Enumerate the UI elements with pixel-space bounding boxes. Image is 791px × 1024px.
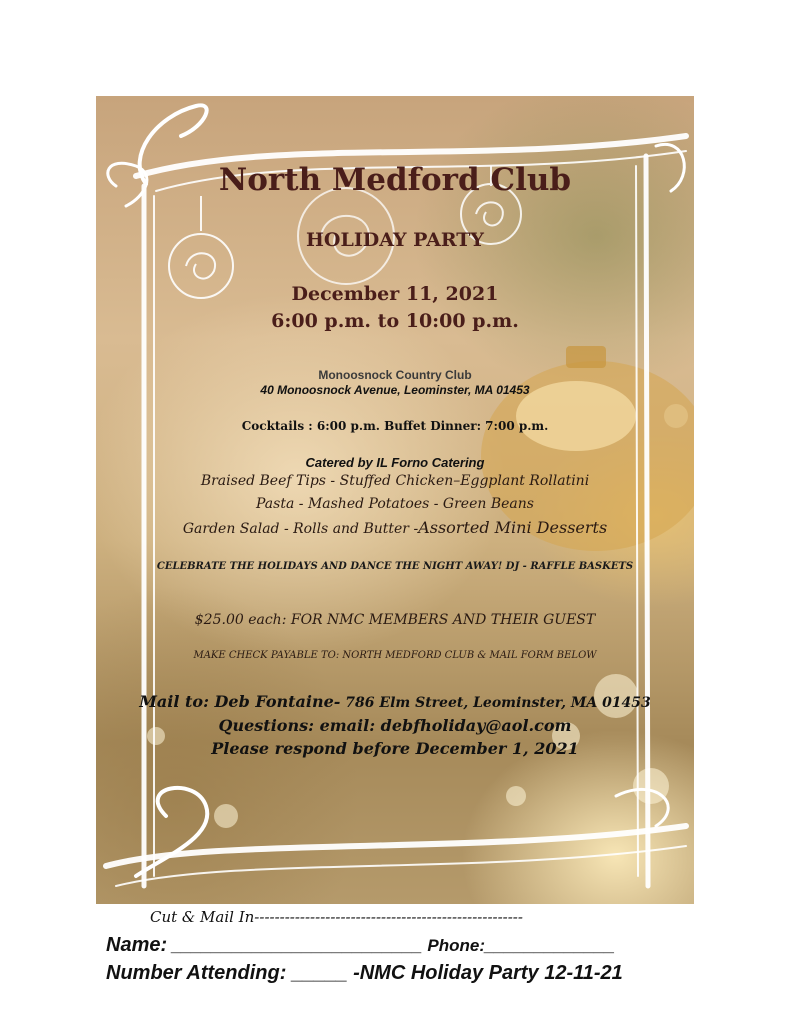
- event-time: 6:00 p.m. to 10:00 p.m.: [271, 310, 519, 332]
- name-phone-line: [106, 934, 615, 957]
- phone-blank: _____________: [485, 935, 616, 955]
- caterer-text: Catered by IL Forno Catering: [305, 455, 485, 470]
- phone-label: Phone:: [427, 936, 486, 955]
- menu-line-3-part-a: Garden Salad - Rolls and Butter -: [182, 521, 419, 537]
- menu-line-1: Braised Beef Tips - Stuffed Chicken–Eggplant Rollatini: [200, 473, 590, 489]
- mail-to-label: Mail to: Deb Fontaine-: [139, 692, 341, 711]
- mail-to-address: 786 Elm Street, Leominster, MA 01453: [340, 695, 651, 711]
- menu-line-2: Pasta - Mashed Potatoes - Green Beans: [256, 496, 534, 512]
- schedule-text: Cocktails : 6:00 p.m. Buffet Dinner: 7:00 p.m.: [241, 419, 549, 433]
- event-host-title: North Medford Club: [218, 162, 572, 198]
- check-payable-note: MAKE CHECK PAYABLE TO: NORTH MEDFORD CLUB & MAIL FORM BELOW: [193, 650, 597, 661]
- respond-by-line: Please respond before December 1, 2021: [211, 739, 579, 758]
- venue-name: Monoosnock Country Club: [318, 368, 472, 382]
- flyer-background: [96, 96, 694, 904]
- name-label: Name:: [106, 934, 168, 956]
- number-attending-line: Number Attending: _____ -NMC Holiday Party 12-11-21: [106, 962, 623, 984]
- venue-address: 40 Monoosnock Avenue, Leominster, MA 01453: [260, 383, 530, 397]
- cut-and-mail-line: Cut & Mail In-----------------------------------------------------: [150, 908, 523, 926]
- menu-line-3-part-b: Assorted Mini Desserts: [418, 518, 608, 537]
- celebrate-banner: CELEBRATE THE HOLIDAYS AND DANCE THE NIGHT AWAY! DJ - RAFFLE BASKETS: [156, 561, 634, 572]
- questions-line: Questions: email: debfholiday@aol.com: [218, 716, 572, 735]
- event-name: HOLIDAY PARTY: [305, 229, 484, 251]
- mail-to-line: [96, 692, 694, 711]
- menu-line-3: [96, 518, 694, 537]
- event-date: December 11, 2021: [291, 283, 499, 305]
- name-blank: _________________________: [167, 935, 428, 955]
- price-text: $25.00 each: FOR NMC MEMBERS AND THEIR GUEST: [194, 612, 596, 628]
